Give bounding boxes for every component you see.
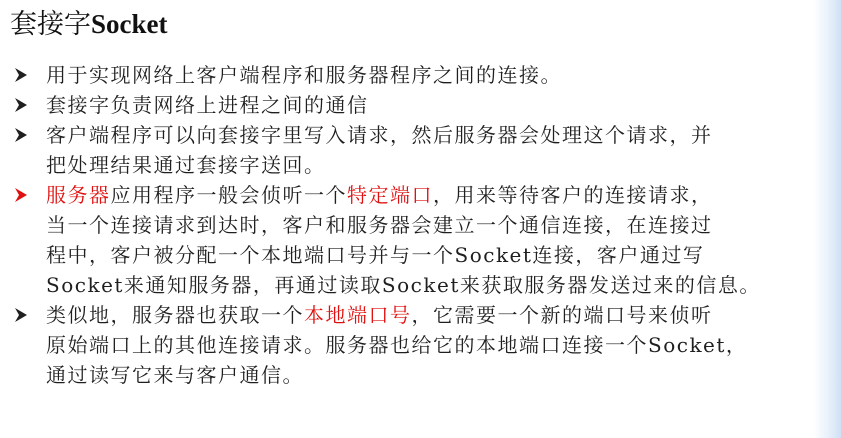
page-title xyxy=(10,4,168,45)
arrow-right-icon xyxy=(11,120,33,150)
bullet-5-line-2: 原始端口上的其他连接请求。服务器也给它的本地端口连接一个Socket， xyxy=(46,333,748,357)
bullet-3-line-2: 把处理结果通过套接字送回。 xyxy=(46,153,326,177)
highlight-server: 服务器 xyxy=(46,183,111,207)
highlight-specific-port: 特定端口 xyxy=(347,183,433,207)
bullet-2-line-1: 套接字负责网络上进程之间的通信 xyxy=(46,93,369,117)
highlight-local-port: 本地端口号 xyxy=(304,303,412,327)
arrow-right-icon xyxy=(11,180,33,210)
bullet-item-2 xyxy=(10,90,825,120)
bullet-item-3 xyxy=(10,120,825,180)
bullet-item-5 xyxy=(10,300,825,390)
title-latin: Socket xyxy=(91,9,168,39)
bullet-5-text-a: 类似地，服务器也获取一个 xyxy=(46,303,304,327)
bullet-4-text-a: 应用程序一般会侦听一个 xyxy=(110,183,347,207)
bullet-list xyxy=(10,60,825,390)
bullet-1-line-1: 用于实现网络上客户端程序和服务器程序之间的连接。 xyxy=(46,63,562,87)
bullet-5-line-1 xyxy=(46,300,825,330)
arrow-right-icon xyxy=(11,60,33,90)
bullet-5-text-b: ，它需要一个新的端口号来侦听 xyxy=(411,303,713,327)
bullet-item-1 xyxy=(10,60,825,90)
bullet-4-line-1 xyxy=(46,180,825,210)
bullet-item-4 xyxy=(10,180,825,300)
arrow-right-icon xyxy=(11,300,33,330)
bullet-4-line-2: 当一个连接请求到达时，客户和服务器会建立一个通信连接，在连接过 xyxy=(46,213,713,237)
bullet-4-line-3: 程中，客户被分配一个本地端口号并与一个Socket连接，客户通过写 xyxy=(46,243,705,267)
arrow-right-icon xyxy=(11,90,33,120)
bullet-3-line-1: 客户端程序可以向套接字里写入请求，然后服务器会处理这个请求，并 xyxy=(46,123,713,147)
title-prefix: 套接字 xyxy=(10,9,91,40)
bullet-4-line-4: Socket来通知服务器，再通过读取Socket来获取服务器发送过来的信息。 xyxy=(46,273,761,297)
bullet-4-text-b: ，用来等待客户的连接请求， xyxy=(433,183,713,207)
bullet-5-line-3: 通过读写它来与客户通信。 xyxy=(46,363,304,387)
